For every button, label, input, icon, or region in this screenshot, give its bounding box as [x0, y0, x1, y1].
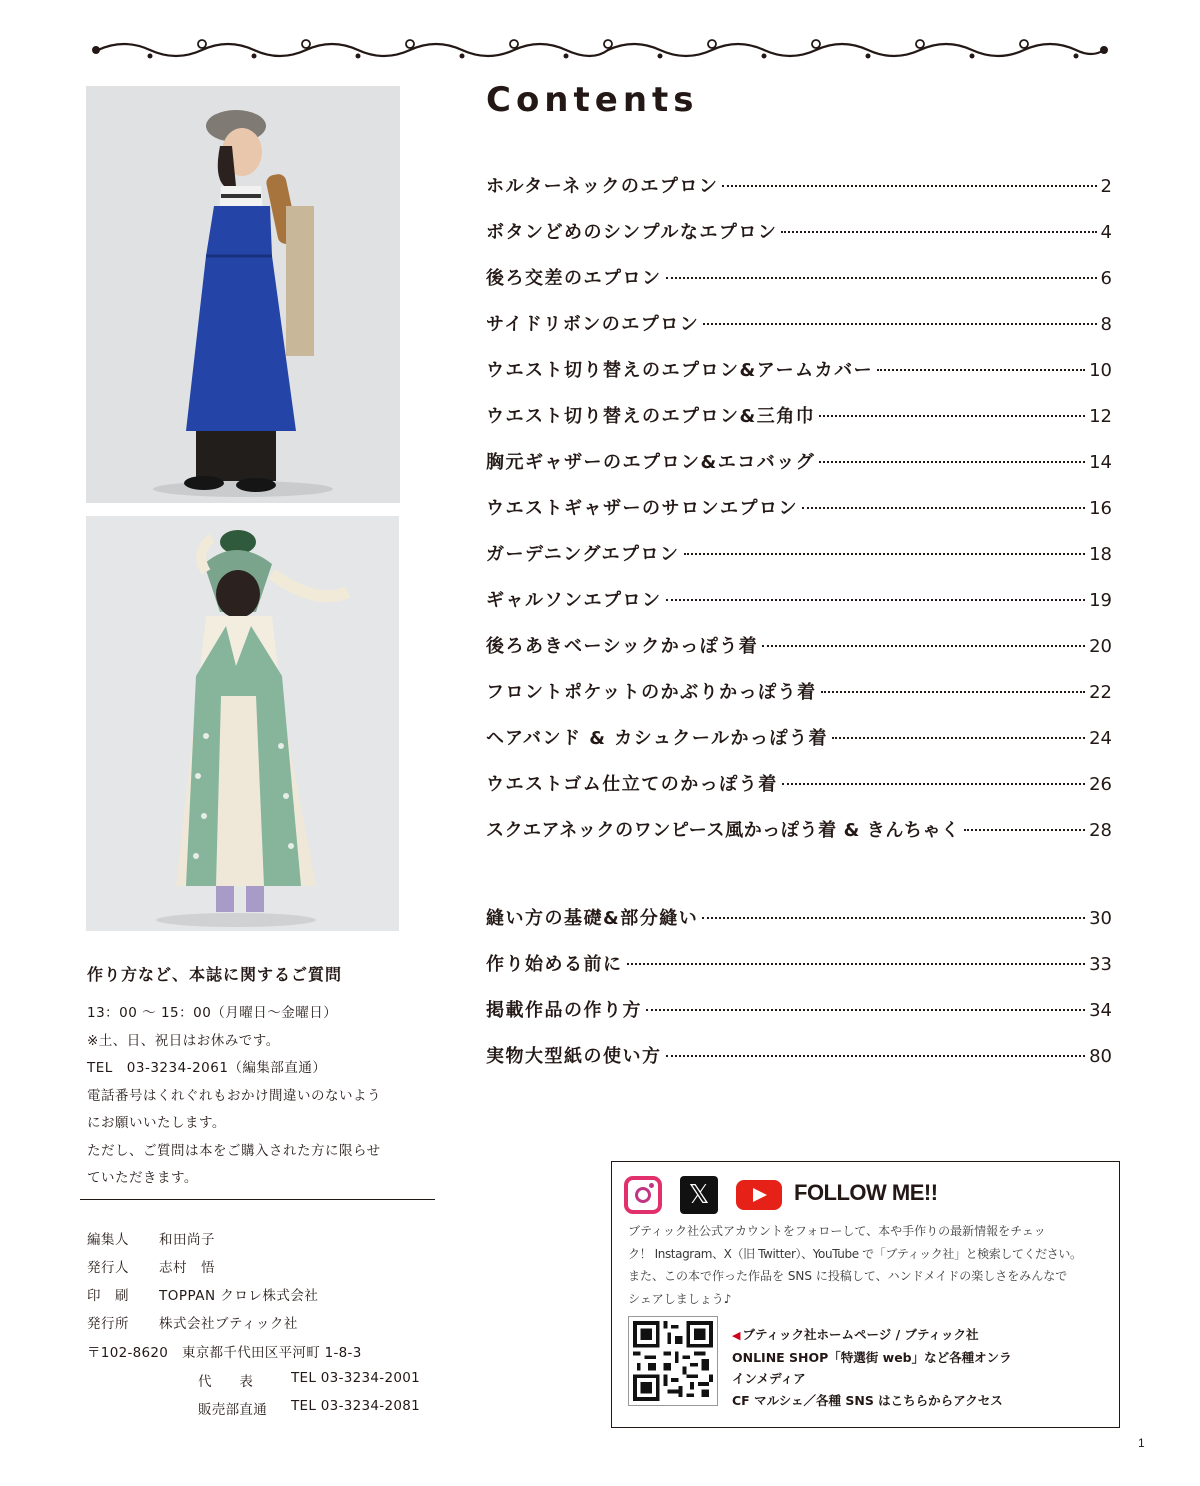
toc-entry[interactable] — [486, 264, 1112, 294]
page-number: 1 — [1138, 1436, 1145, 1450]
leader-dots — [666, 1055, 1086, 1057]
contents-heading: Contents — [486, 80, 699, 120]
colophon-value: 志村 悟 — [159, 1260, 215, 1276]
inquiry-note-line: にお願いいたします。 — [87, 1115, 226, 1131]
photo-blue-apron-model — [86, 86, 400, 503]
toc-entry[interactable] — [486, 1042, 1112, 1072]
sns-description — [628, 1220, 1108, 1310]
toc-entry-page: 19 — [1089, 590, 1112, 611]
instagram-icon[interactable] — [624, 1176, 662, 1214]
leader-dots — [832, 737, 1085, 739]
decorative-swirl-border — [88, 34, 1112, 70]
toc-entry-label: 作り始める前に — [486, 954, 623, 975]
leader-dots — [819, 461, 1085, 463]
inquiry-tel: TEL 03-3234-2061（編集部直通） — [87, 1060, 327, 1076]
toc-entry-page: 6 — [1100, 268, 1112, 289]
toc-entry-label: ホルターネックのエプロン — [486, 176, 719, 197]
shop-line: インメディア — [732, 1371, 806, 1386]
colophon-key: 印 刷 — [87, 1288, 129, 1304]
leader-dots — [722, 185, 1096, 187]
toc-entry[interactable] — [486, 310, 1112, 340]
toc-entry[interactable] — [486, 172, 1112, 202]
leader-dots — [781, 231, 1096, 233]
shop-line: ◀ ブティック社ホームページ / ブティック社 — [732, 1327, 979, 1342]
toc-entry-page: 4 — [1100, 222, 1112, 243]
toc-entry-label: ギャルソンエプロン — [486, 590, 662, 611]
sales-tel-value: TEL 03-3234-2081 — [291, 1398, 421, 1414]
toc-entry-label: ウエスト切り替えのエプロン&三角巾 — [486, 406, 816, 427]
toc-entry-page: 16 — [1089, 498, 1112, 519]
leader-dots — [802, 507, 1085, 509]
toc-entry-page: 28 — [1089, 820, 1112, 841]
colophon-key: 編集人 — [87, 1232, 129, 1248]
sns-desc-line: ブティック社公式アカウントをフォローして、本や手作りの最新情報をチェッ — [628, 1224, 1046, 1238]
toc-entry[interactable] — [486, 950, 1112, 980]
toc-entry-page: 26 — [1089, 774, 1112, 795]
toc-entry-label: 掲載作品の作り方 — [486, 1000, 642, 1021]
toc-entry-page: 14 — [1089, 452, 1112, 473]
toc-entry-label: スクエアネックのワンピース風かっぽう着 & きんちゃく — [486, 820, 960, 841]
toc-entry[interactable] — [486, 586, 1112, 616]
toc-entry-label: フロントポケットのかぶりかっぽう着 — [486, 682, 817, 703]
inquiry-closed-note: ※土、日、祝日はお休みです。 — [87, 1032, 280, 1049]
sns-desc-line: また、この本で作った作品を SNS に投稿して、ハンドメイドの楽しさをみんなで — [628, 1269, 1068, 1283]
toc-entry-label: ウエスト切り替えのエプロン&アームカバー — [486, 360, 874, 381]
publisher-address: 〒102-8620 東京都千代田区平河町 1-8-3 — [87, 1345, 362, 1361]
leader-dots — [646, 1009, 1085, 1011]
x-icon[interactable]: 𝕏 — [680, 1176, 718, 1214]
youtube-icon[interactable] — [736, 1180, 782, 1210]
toc-entry-label: 実物大型紙の使い方 — [486, 1046, 662, 1067]
leader-dots — [703, 323, 1096, 325]
toc-entry[interactable] — [486, 494, 1112, 524]
toc-entry-label: ウエストギャザーのサロンエプロン — [486, 498, 798, 519]
toc-entry[interactable] — [486, 770, 1112, 800]
qr-code[interactable] — [628, 1316, 718, 1406]
inquiry-note-line: ただし、ご質問は本をご購入された方に限らせ — [87, 1142, 381, 1159]
toc-entry-label: サイドリボンのエプロン — [486, 314, 700, 335]
toc-entry-page: 34 — [1089, 1000, 1112, 1021]
colophon-value: 和田尚子 — [159, 1232, 215, 1248]
toc-entry-page: 12 — [1089, 406, 1112, 427]
leader-dots — [762, 645, 1085, 647]
inquiry-details — [87, 1000, 432, 1193]
toc-entry[interactable] — [486, 996, 1112, 1026]
toc-entry[interactable] — [486, 218, 1112, 248]
toc-entry-label: 縫い方の基礎&部分縫い — [486, 908, 699, 929]
toc-entry-label: 胸元ギャザーのエプロン&エコバッグ — [486, 452, 816, 473]
leader-dots — [819, 415, 1085, 417]
leader-dots — [666, 277, 1097, 279]
toc-entry-page: 10 — [1089, 360, 1112, 381]
rep-tel-key: 代 表 — [198, 1374, 254, 1390]
sns-desc-line: シェアしましょう♪ — [628, 1291, 732, 1306]
photo-green-floral-apron-model — [86, 516, 399, 931]
leader-dots — [821, 691, 1085, 693]
colophon-key: 発行人 — [87, 1260, 129, 1276]
online-shop-link-text[interactable] — [732, 1324, 1112, 1411]
toc-entry[interactable] — [486, 678, 1112, 708]
toc-entry[interactable] — [486, 632, 1112, 662]
toc-entry-page: 8 — [1100, 314, 1112, 335]
toc-entry[interactable] — [486, 356, 1112, 386]
toc-entry-page: 2 — [1100, 176, 1112, 197]
inquiry-hours: 13：00 ～ 15：00（月曜日～金曜日） — [87, 1005, 338, 1021]
colophon-key: 発行所 — [87, 1316, 129, 1332]
leader-dots — [684, 553, 1086, 555]
toc-entry[interactable] — [486, 540, 1112, 570]
toc-entry-page: 30 — [1089, 908, 1112, 929]
toc-entry-label: ヘアバンド & カシュクールかっぽう着 — [486, 728, 829, 749]
toc-entry-page: 18 — [1089, 544, 1112, 565]
pointer-arrow-icon: ◀ — [732, 1329, 741, 1342]
leader-dots — [877, 369, 1085, 371]
toc-entry-page: 80 — [1089, 1046, 1112, 1067]
inquiry-note-line: 電話番号はくれぐれもおかけ間違いのないよう — [87, 1087, 381, 1104]
colophon-value: 株式会社ブティック社 — [159, 1316, 298, 1332]
leader-dots — [782, 783, 1085, 785]
toc-entry-page: 24 — [1089, 728, 1112, 749]
sales-tel-key: 販売部直通 — [198, 1402, 267, 1418]
toc-entry[interactable] — [486, 402, 1112, 432]
toc-entry-page: 22 — [1089, 682, 1112, 703]
leader-dots — [627, 963, 1086, 965]
inquiry-note-line: ていただきます。 — [87, 1170, 198, 1186]
colophon-value: TOPPAN クロレ株式会社 — [159, 1288, 319, 1304]
toc-entry[interactable] — [486, 724, 1112, 754]
follow-me-label: FOLLOW ME!! — [794, 1180, 938, 1205]
toc-entry[interactable] — [486, 904, 1112, 934]
toc-entry-label: ウエストゴム仕立てのかっぽう着 — [486, 774, 778, 795]
inquiry-heading: 作り方など、本誌に関するご質問 — [87, 965, 343, 984]
toc-entry-label: 後ろあきベーシックかっぽう着 — [486, 636, 759, 657]
toc-entry-label: ボタンどめのシンプルなエプロン — [486, 222, 778, 243]
toc-entry-page: 20 — [1089, 636, 1112, 657]
toc-entry-label: ガーデニングエプロン — [486, 544, 680, 565]
sns-desc-line: ク！ Instagram、X（旧 Twitter）、YouTube で「ブティック社」と検索してください。 — [628, 1246, 1082, 1261]
divider-line — [80, 1199, 435, 1200]
leader-dots — [666, 599, 1086, 601]
toc-entry-page: 33 — [1089, 954, 1112, 975]
shop-line: ONLINE SHOP「特選街 web」など各種オンラ — [732, 1349, 1012, 1365]
leader-dots — [702, 917, 1085, 919]
rep-tel-value: TEL 03-3234-2001 — [291, 1370, 421, 1386]
shop-line: CF マルシェ／各種 SNS はこちらからアクセス — [732, 1392, 1003, 1408]
toc-entry-label: 後ろ交差のエプロン — [486, 268, 662, 289]
toc-entry[interactable] — [486, 448, 1112, 478]
toc-entry[interactable] — [486, 816, 1112, 846]
sns-follow-box — [611, 1161, 1120, 1428]
leader-dots — [964, 829, 1085, 831]
